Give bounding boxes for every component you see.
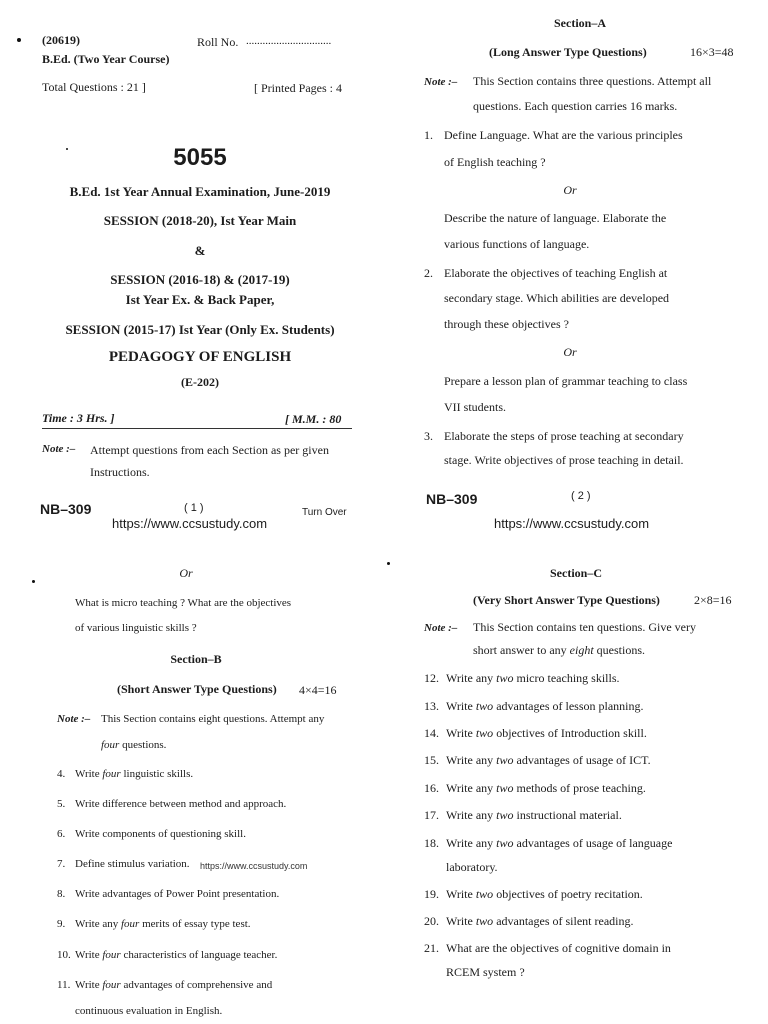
question-21-line-1: What are the objectives of cognitive domain in bbox=[446, 941, 671, 955]
time-allowed: Time : 3 Hrs. ] bbox=[42, 411, 115, 425]
header-rule bbox=[42, 428, 352, 429]
footer-paper-code: NB–309 bbox=[40, 501, 92, 517]
question-14-number: 14. bbox=[424, 726, 439, 740]
question-11-line-2: continuous evaluation in English. bbox=[75, 1005, 223, 1017]
page-number: ( 2 ) bbox=[571, 490, 591, 502]
question-21-line-2: RCEM system ? bbox=[446, 965, 525, 979]
question-1-line-1: Define Language. What are the various principles bbox=[444, 128, 683, 142]
question-3-alt-line-1: What is micro teaching ? What are the objectives bbox=[75, 597, 292, 609]
footer-url: https://www.ccsustudy.com bbox=[112, 516, 268, 531]
note-label: Note :– bbox=[57, 713, 91, 725]
paper-code: (20619) bbox=[42, 33, 80, 47]
question-5-number: 5. bbox=[57, 798, 66, 810]
question-19-text: Write two objectives of poetry recitation. bbox=[446, 887, 643, 901]
question-17-number: 17. bbox=[424, 808, 439, 822]
question-10-text: Write four characteristics of language teacher. bbox=[75, 949, 278, 961]
note-text-line-2: Instructions. bbox=[90, 465, 150, 479]
paper-number: 5055 bbox=[173, 144, 227, 171]
course-name: B.Ed. (Two Year Course) bbox=[42, 52, 170, 66]
or-divider: Or bbox=[563, 345, 577, 359]
note-line-1: This Section contains three questions. Attempt all bbox=[473, 74, 712, 88]
session-ex: SESSION (2016-18) & (2017-19) bbox=[110, 272, 290, 287]
section-c-type: (Very Short Answer Type Questions) bbox=[473, 593, 660, 607]
question-4-text: Write four linguistic skills. bbox=[75, 768, 194, 780]
note-label: Note :– bbox=[424, 622, 458, 634]
question-15-number: 15. bbox=[424, 753, 439, 767]
question-6-text: Write components of questioning skill. bbox=[75, 828, 246, 840]
question-10-number: 10. bbox=[57, 949, 71, 961]
question-13-number: 13. bbox=[424, 699, 439, 713]
section-c-title: Section–C bbox=[550, 566, 602, 580]
scan-speck bbox=[17, 38, 21, 42]
section-b-marks: 4×4=16 bbox=[299, 683, 337, 697]
question-14-text: Write two objectives of Introduction skill. bbox=[446, 726, 647, 740]
question-11-line-1: Write four advantages of comprehensive and bbox=[75, 979, 273, 991]
question-2-line-1: Elaborate the objectives of teaching English at bbox=[444, 266, 668, 280]
question-2-line-3: through these objectives ? bbox=[444, 317, 569, 331]
footer-url: https://www.ccsustudy.com bbox=[494, 516, 650, 531]
question-18-line-1: Write any two advantages of usage of language bbox=[446, 836, 673, 850]
question-18-line-2: laboratory. bbox=[446, 860, 498, 874]
question-16-text: Write any two methods of prose teaching. bbox=[446, 781, 646, 795]
question-1-alt-line-2: various functions of language. bbox=[444, 237, 590, 251]
or-divider: Or bbox=[563, 183, 577, 197]
page-number: ( 1 ) bbox=[184, 502, 204, 514]
question-4-number: 4. bbox=[57, 768, 66, 780]
question-6-number: 6. bbox=[57, 828, 66, 840]
total-questions: Total Questions : 21 ] bbox=[42, 80, 146, 94]
question-7-number: 7. bbox=[57, 858, 66, 870]
question-9-text: Write any four merits of essay type test. bbox=[75, 918, 251, 930]
question-2-line-2: secondary stage. Which abilities are developed bbox=[444, 291, 670, 305]
question-1-line-2: of English teaching ? bbox=[444, 155, 546, 169]
question-12-number: 12. bbox=[424, 671, 439, 685]
question-12-text: Write any two micro teaching skills. bbox=[446, 671, 620, 685]
question-2-alt-line-2: VII students. bbox=[444, 400, 506, 414]
question-1-number: 1. bbox=[424, 128, 433, 142]
note-text-line-1: Attempt questions from each Section as per given bbox=[90, 443, 329, 457]
question-19-number: 19. bbox=[424, 887, 439, 901]
scan-speck bbox=[66, 148, 68, 150]
section-a-type: (Long Answer Type Questions) bbox=[489, 45, 647, 59]
question-21-number: 21. bbox=[424, 941, 439, 955]
question-1-alt-line-1: Describe the nature of language. Elaborate the bbox=[444, 211, 667, 225]
section-b-title: Section–B bbox=[170, 652, 222, 666]
question-20-number: 20. bbox=[424, 914, 439, 928]
question-3-line-1: Elaborate the steps of prose teaching at secondary bbox=[444, 429, 684, 443]
note-label: Note :– bbox=[42, 443, 76, 455]
question-11-number: 11. bbox=[57, 979, 71, 991]
note-line-2: short answer to any eight questions. bbox=[473, 643, 645, 657]
roll-no-label: Roll No. bbox=[197, 35, 239, 49]
note-line-2 bbox=[101, 739, 166, 751]
section-c-marks: 2×8=16 bbox=[694, 593, 732, 607]
question-16-number: 16. bbox=[424, 781, 439, 795]
question-3-number: 3. bbox=[424, 429, 433, 443]
subject-title: PEDAGOGY OF ENGLISH bbox=[108, 349, 292, 365]
note-line-2: questions. Each question carries 16 marks. bbox=[473, 99, 678, 113]
note-label: Note :– bbox=[424, 76, 458, 88]
question-8-text: Write advantages of Power Point presentation. bbox=[75, 888, 280, 900]
printed-pages: [ Printed Pages : 4 bbox=[254, 81, 342, 95]
question-2-alt-line-1: Prepare a lesson plan of grammar teaching to class bbox=[444, 374, 688, 388]
note-tail: questions. bbox=[122, 739, 167, 751]
ampersand: & bbox=[194, 243, 206, 258]
note-line-1: This Section contains eight questions. Attempt any bbox=[101, 713, 325, 725]
section-a-title: Section–A bbox=[554, 16, 606, 30]
turn-over: Turn Over bbox=[302, 507, 347, 518]
scan-speck bbox=[32, 580, 35, 583]
question-15-text: Write any two advantages of usage of ICT. bbox=[446, 753, 651, 767]
question-17-text: Write any two instructional material. bbox=[446, 808, 622, 822]
question-3-alt-line-2: of various linguistic skills ? bbox=[75, 622, 197, 634]
question-7-text: Define stimulus variation. bbox=[75, 858, 190, 870]
question-18-number: 18. bbox=[424, 836, 439, 850]
note-line-1: This Section contains ten questions. Give very bbox=[473, 620, 696, 634]
note-emphasis: four bbox=[101, 739, 120, 751]
or-divider: Or bbox=[179, 566, 193, 580]
question-9-number: 9. bbox=[57, 918, 66, 930]
question-20-text: Write two advantages of silent reading. bbox=[446, 914, 634, 928]
maximum-marks: [ M.M. : 80 bbox=[285, 412, 342, 426]
roll-no-blank: ............................... bbox=[246, 35, 332, 47]
watermark-url: https://www.ccsustudy.com bbox=[200, 861, 308, 871]
session-only-ex: SESSION (2015-17) Ist Year (Only Ex. Students) bbox=[65, 322, 335, 337]
session-back: Ist Year Ex. & Back Paper, bbox=[125, 292, 275, 307]
subject-code: (E-202) bbox=[181, 375, 219, 389]
question-2-number: 2. bbox=[424, 266, 433, 280]
question-3-line-2: stage. Write objectives of prose teaching in detail. bbox=[444, 453, 684, 467]
question-8-number: 8. bbox=[57, 888, 66, 900]
question-13-text: Write two advantages of lesson planning. bbox=[446, 699, 644, 713]
exam-title: B.Ed. 1st Year Annual Examination, June-2019 bbox=[69, 184, 331, 199]
question-5-text: Write difference between method and approach. bbox=[75, 798, 287, 810]
session-main: SESSION (2018-20), Ist Year Main bbox=[103, 213, 297, 228]
section-a-marks: 16×3=48 bbox=[690, 45, 734, 59]
footer-paper-code: NB–309 bbox=[426, 491, 478, 507]
scan-speck bbox=[387, 562, 390, 565]
section-b-type: (Short Answer Type Questions) bbox=[117, 682, 277, 696]
